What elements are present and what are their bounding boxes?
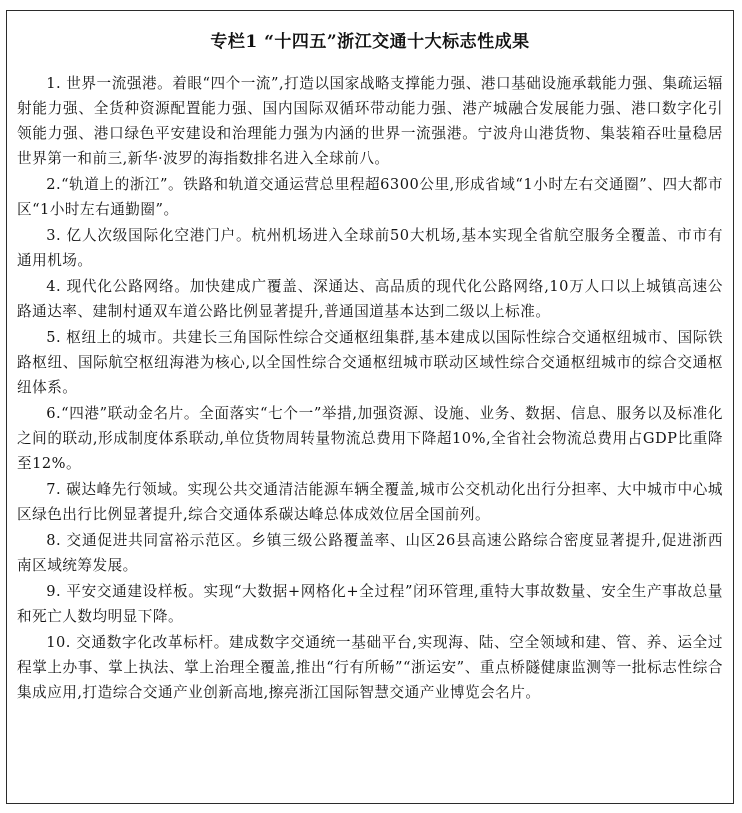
achievement-item-4: 4. 现代化公路网络。加快建成广覆盖、深通达、高品质的现代化公路网络,10万人口以上城镇高速公路通达率、建制村通双车道公路比例显著提升,普通国道基本达到二级以上标准。 [17,278,723,320]
achievement-item-3: 3. 亿人次级国际化空港门户。杭州机场进入全球前50大机场,基本实现全省航空服务全覆盖、市市有通用机场。 [17,227,723,269]
achievement-item-5: 5. 枢纽上的城市。共建长三角国际性综合交通枢纽集群,基本建成以国际性综合交通枢纽城市、国际铁路枢纽、国际航空枢纽海港为核心,以全国性综合交通枢纽城市联动区域性综合交通枢纽城市的综合交通枢纽体系。 [17,329,723,396]
achievement-item-7: 7. 碳达峰先行领域。实现公共交通清洁能源车辆全覆盖,城市公交机动化出行分担率、大中城市中心城区绿色出行比例显著提升,综合交通体系碳达峰总体成效位居全国前列。 [17,481,723,523]
achievement-item-9: 9. 平安交通建设样板。实现“大数据+网格化+全过程”闭环管理,重特大事故数量、安全生产事故总量和死亡人数均明显下降。 [17,583,723,625]
column-box [6,10,734,804]
column-title: 专栏1 “十四五”浙江交通十大标志性成果 [210,32,530,52]
achievement-item-6: 6.“四港”联动金名片。全面落实“七个一”举措,加强资源、设施、业务、数据、信息、服务以及标准化之间的联动,形成制度体系联动,单位货物周转量物流总费用下降超10%,全省社会物流总费用占GDP比重降至12%。 [17,405,723,472]
achievement-list [17,71,723,705]
achievement-item-1: 1. 世界一流强港。着眼“四个一流”,打造以国家战略支撑能力强、港口基础设施承载能力强、集疏运辐射能力强、全货种资源配置能力强、国内国际双循环带动能力强、港产城融合发展能力强、港口数字化引领能力强、港口绿色平安建设和治理能力强为内涵的世界一流强港。宁波舟山港货物、集装箱吞吐量稳居世界第一和前三,新华·波罗的海指数排名进入全球前八。 [17,75,723,167]
achievement-item-10: 10. 交通数字化改革标杆。建成数字交通统一基础平台,实现海、陆、空全领域和建、管、养、运全过程掌上办事、掌上执法、掌上治理全覆盖,推出“行有所畅”“浙运安”、重点桥隧健康监测等一批标志性综合集成应用,打造综合交通产业创新高地,擦亮浙江国际智慧交通产业博览会名片。 [17,634,723,701]
achievement-item-8: 8. 交通促进共同富裕示范区。乡镇三级公路覆盖率、山区26县高速公路综合密度显著提升,促进浙西南区域统筹发展。 [17,532,723,574]
achievement-item-2: 2.“轨道上的浙江”。铁路和轨道交通运营总里程超6300公里,形成省域“1小时左右交通圈”、四大都市区“1小时左右通勤圈”。 [17,176,723,218]
